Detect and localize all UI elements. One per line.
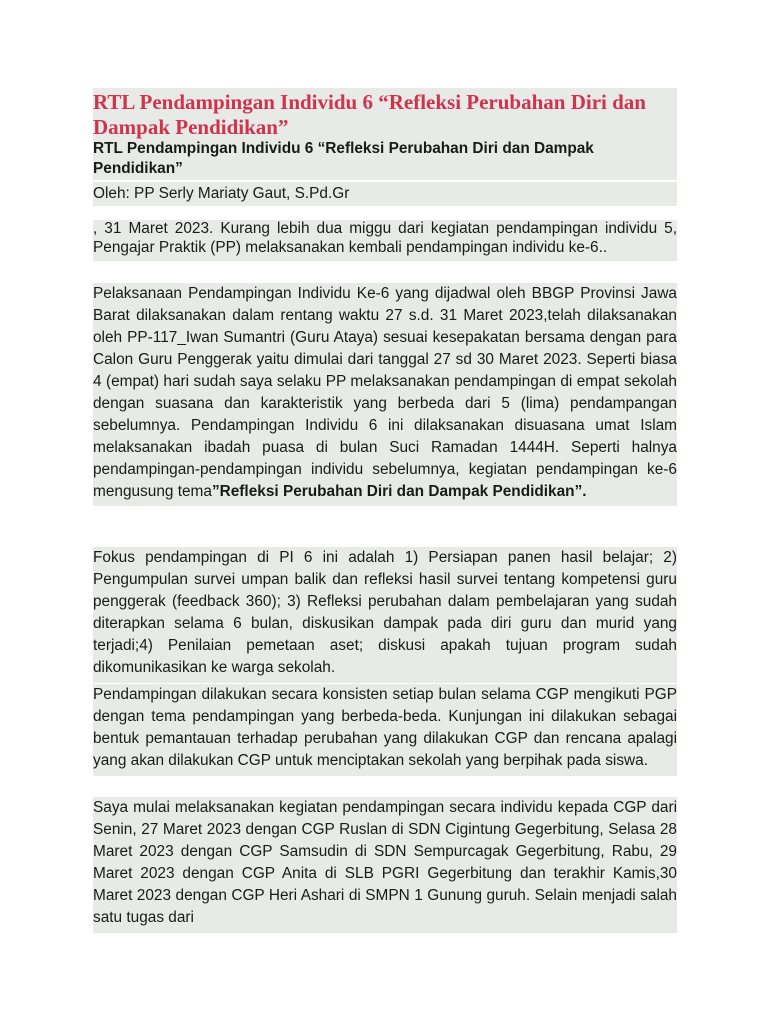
paragraph-focus: Fokus pendampingan di PI 6 ini adalah 1) Persiapan panen hasil belajar; 2) Pengumpulan survei umpan balik dan refleksi hasil survei tentang kompetensi guru penggerak (feedback 360); 3) Refleksi perubahan dalam pembelajaran yang sudah diterapkan selama 6 bulan, diskusikan dampak pada diri guru dan murid yang terjadi;4) Penilaian pemetaan aset; diskusi apakah tujuan program sudah dikomunikasikan ke warga sekolah. — [93, 547, 677, 683]
paragraph-implementation — [93, 283, 677, 506]
paragraph-schedule: Saya mulai melaksanakan kegiatan pendampingan secara individu kepada CGP dari Senin, 27 Maret 2023 dengan CGP Ruslan di SDN Cigintung Gegerbitung, Selasa 28 Maret 2023 dengan CGP Samsudin di SDN Sempurcagak Gegerbitung, Rabu, 29 Maret 2023 dengan CGP Anita di SLB PGRI Gegerbitung dan terakhir Kamis,30 Maret 2023 dengan CGP Heri Ashari di SMPN 1 Gunung guruh. Selain menjadi salah satu tugas dari — [93, 797, 677, 933]
paragraph-consistency: Pendampingan dilakukan secara konsisten setiap bulan selama CGP mengikuti PGP dengan tema pendampingan yang berbeda-beda. Kunjungan ini dilakukan sebagai bentuk pemantauan terhadap perubahan yang dilakukan CGP dan rencana apalagi yang akan dilakukan CGP untuk menciptakan sekolah yang berpihak pada siswa. — [93, 684, 677, 776]
paragraph-theme: ”Refleksi Perubahan Diri dan Dampak Pendidikan”. — [211, 483, 587, 500]
article-author: Oleh: PP Serly Mariaty Gaut, S.Pd.Gr — [93, 182, 677, 206]
article-subtitle: RTL Pendampingan Individu 6 “Refleksi Perubahan Diri dan Dampak Pendidikan” — [93, 139, 677, 180]
paragraph-intro: , 31 Maret 2023. Kurang lebih dua miggu dari kegiatan pendampingan individu 5, Pengajar Praktik (PP) melaksanakan kembali pendampingan individu ke-6.. — [93, 220, 677, 261]
paragraph-implementation-text: Pelaksanaan Pendampingan Individu Ke-6 yang dijadwal oleh BBGP Provinsi Jawa Barat dilaksanakan dalam rentang waktu 27 s.d. 31 Maret 2023,telah dilaksanakan oleh PP-117_Iwan Sumantri (Guru Ataya) sesuai kesepakatan bersama dengan para Calon Guru Penggerak yaitu dimulai dari tanggal 27 sd 30 Maret 2023. Seperti biasa 4 (empat) hari sudah saya selaku PP melaksanakan pendampingan di empat sekolah dengan suasana dan karakteristik yang berbeda dari 5 (lima) pendampangan sebelumnya. Pendampingan Individu 6 ini dilaksanakan disuasana umat Islam melaksanakan ibadah puasa di bulan Suci Ramadan 1444H. Seperti halnya pendampingan-pendampingan individu sebelumnya, kegiatan pendampingan ke-6 mengusung tema — [93, 285, 677, 500]
page-title: RTL Pendampingan Individu 6 “Refleksi Perubahan Diri dan Dampak Pendidikan” — [93, 88, 677, 144]
